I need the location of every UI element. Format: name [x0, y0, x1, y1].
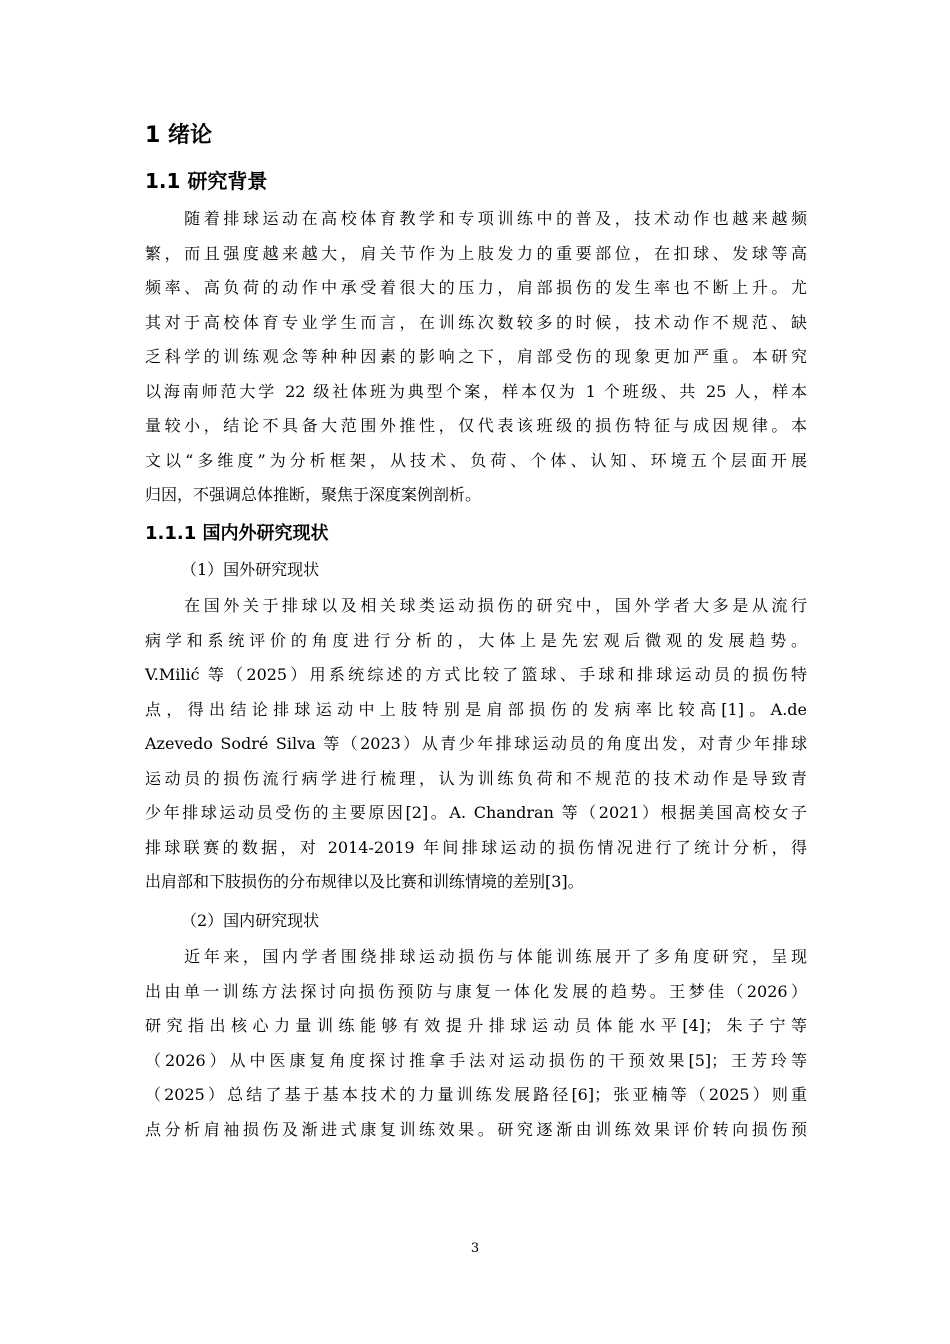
- text-line: 近年来，国内学者围绕排球运动损伤与体能训练展开了多角度研究，呈现: [145, 947, 807, 966]
- text-line: 以海南师范大学 22 级社体班为典型个案，样本仅为 1 个班级、共 25 人，样本: [145, 381, 807, 401]
- paragraph-domestic-research: [145, 940, 807, 1147]
- page-number: 3: [470, 1241, 480, 1256]
- paragraph-research-background: [145, 202, 807, 513]
- text-line: 出肩部和下肢损伤的分布规律以及比赛和训练情境的差别[3]。: [145, 872, 584, 891]
- text-line: 点，得出结论排球运动中上肢特别是肩部损伤的发病率比较高[1]。A.de: [145, 699, 807, 719]
- text-line: （2025）总结了基于基本技术的力量训练发展路径[6]；张亚楠等（2025）则重: [145, 1085, 807, 1104]
- page-content: [145, 120, 807, 1147]
- text-line: 繁，而且强度越来越大，肩关节作为上肢发力的重要部位，在扣球、发球等高: [145, 243, 807, 263]
- text-line: 文以“多维度”为分析框架，从技术、负荷、个体、认知、环境五个层面开展: [145, 450, 807, 470]
- text-line: Azevedo Sodré Silva 等（2023）从青少年排球运动员的角度出发，对青少年排球: [145, 734, 807, 753]
- text-line: 研究指出核心力量训练能够有效提升排球运动员体能水平[4]；朱子宁等: [145, 1016, 807, 1035]
- chapter-heading: 1 绪论: [145, 123, 212, 148]
- text-line: 量较小，结论不具备大范围外推性，仅代表该班级的损伤特征与成因规律。本: [145, 416, 807, 435]
- text-line: （2026）从中医康复角度探讨推拿手法对运动损伤的干预效果[5]；王芳玲等: [145, 1050, 807, 1070]
- text-line: 归因，不强调总体推断，聚焦于深度案例剖析。: [145, 485, 482, 504]
- text-line: 点分析肩袖损伤及渐进式康复训练效果。研究逐渐由训练效果评价转向损伤预: [145, 1119, 807, 1139]
- paragraph-foreign-research: [145, 589, 807, 900]
- section-heading-research-background: 1.1 研究背景: [145, 169, 268, 193]
- text-line: 频率、高负荷的动作中承受着很大的压力，肩部损伤的发生率也不断上升。尤: [145, 278, 807, 297]
- text-line: 乏科学的训练观念等种种因素的影响之下，肩部受伤的现象更加严重。本研究: [145, 347, 807, 366]
- subhead-domestic-research: （2）国内研究现状: [181, 910, 320, 930]
- text-line: V.Milić 等（2025）用系统综述的方式比较了篮球、手球和排球运动员的损伤特: [145, 665, 807, 684]
- text-line: 其对于高校体育专业学生而言，在训练次数较多的时候，技术动作不规范、缺: [145, 312, 807, 332]
- text-line: 在国外关于排球以及相关球类运动损伤的研究中，国外学者大多是从流行: [145, 596, 807, 615]
- text-line: 运动员的损伤流行病学进行梳理，认为训练负荷和不规范的技术动作是导致青: [145, 768, 807, 788]
- text-line: 随着排球运动在高校体育教学和专项训练中的普及，技术动作也越来越频: [145, 209, 807, 228]
- text-line: 排球联赛的数据，对 2014-2019 年间排球运动的损伤情况进行了统计分析，得: [145, 837, 807, 857]
- subhead-foreign-research: （1）国外研究现状: [181, 559, 320, 579]
- text-line: 病学和系统评价的角度进行分析的，大体上是先宏观后微观的发展趋势。: [145, 630, 807, 650]
- text-line: 少年排球运动员受伤的主要原因[2]。A. Chandran 等（2021）根据美国高校女子: [145, 803, 807, 822]
- text-line: 出由单一训练方法探讨向损伤预防与康复一体化发展的趋势。王梦佳（2026）: [145, 981, 807, 1001]
- subsection-heading-research-status: 1.1.1 国内外研究现状: [145, 522, 329, 544]
